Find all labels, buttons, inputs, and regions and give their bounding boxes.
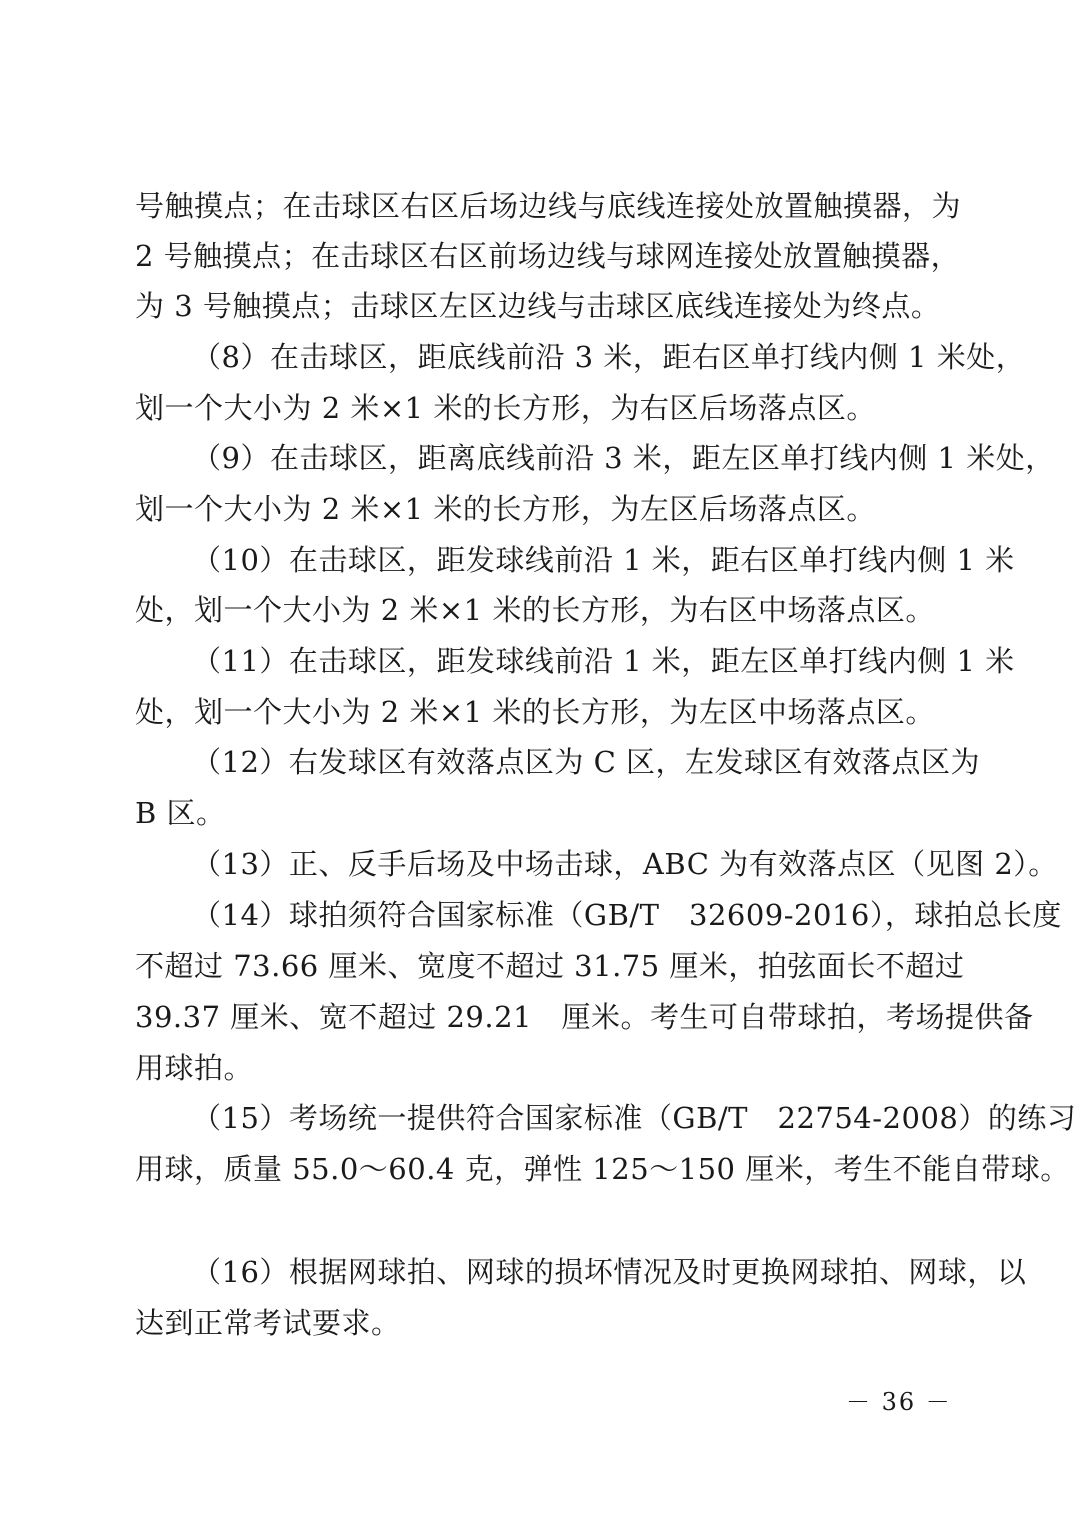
text-line: 用球拍。: [135, 1051, 254, 1085]
text-line: 2 号触摸点；在击球区右区前场边线与球网连接处放置触摸器，: [135, 239, 961, 273]
text-line: 不超过 73.66 厘米、宽度不超过 31.75 厘米，拍弦面长不超过: [135, 949, 965, 983]
text-line: 用球，质量 55.0～60.4 克，弹性 125～150 厘米，考生不能自带球。: [135, 1152, 1070, 1186]
text-line: 划一个大小为 2 米×1 米的长方形，为左区后场落点区。: [135, 492, 876, 526]
text-line: 为 3 号触摸点；击球区左区边线与击球区底线连接处为终点。: [135, 289, 941, 323]
item-15-line: （15）考场统一提供符合国家标准（GB/T 22754-2008）的练习: [192, 1101, 1077, 1135]
text-line: B 区。: [135, 796, 226, 830]
text-line: 处，划一个大小为 2 米×1 米的长方形，为左区中场落点区。: [135, 695, 935, 729]
item-12-line: （12）右发球区有效落点区为 C 区，左发球区有效落点区为: [192, 745, 981, 779]
text-line: 39.37 厘米、宽不超过 29.21 厘米。考生可自带球拍，考场提供备: [135, 1000, 1034, 1034]
text-line: 号触摸点；在击球区右区后场边线与底线连接处放置触摸器，为: [135, 189, 962, 223]
item-10-line: （10）在击球区，距发球线前沿 1 米，距右区单打线内侧 1 米: [192, 543, 1015, 577]
item-16-line: （16）根据网球拍、网球的损坏情况及时更换网球拍、网球，以: [192, 1255, 1027, 1289]
text-line: 划一个大小为 2 米×1 米的长方形，为右区后场落点区。: [135, 391, 876, 425]
item-14-line: （14）球拍须符合国家标准（GB/T 32609-2016），球拍总长度: [192, 898, 1062, 932]
text-line: 处，划一个大小为 2 米×1 米的长方形，为右区中场落点区。: [135, 593, 935, 627]
item-13-line: （13）正、反手后场及中场击球，ABC 为有效落点区（见图 2）。: [192, 847, 1058, 881]
item-11-line: （11）在击球区，距发球线前沿 1 米，距左区单打线内侧 1 米: [192, 644, 1015, 678]
text-line: 达到正常考试要求。: [135, 1306, 401, 1340]
item-9-line: （9）在击球区，距离底线前沿 3 米，距左区单打线内侧 1 米处，: [192, 441, 1055, 475]
page-number: － 36 －: [846, 1388, 952, 1416]
item-8-line: （8）在击球区，距底线前沿 3 米，距右区单打线内侧 1 米处，: [192, 340, 1026, 374]
